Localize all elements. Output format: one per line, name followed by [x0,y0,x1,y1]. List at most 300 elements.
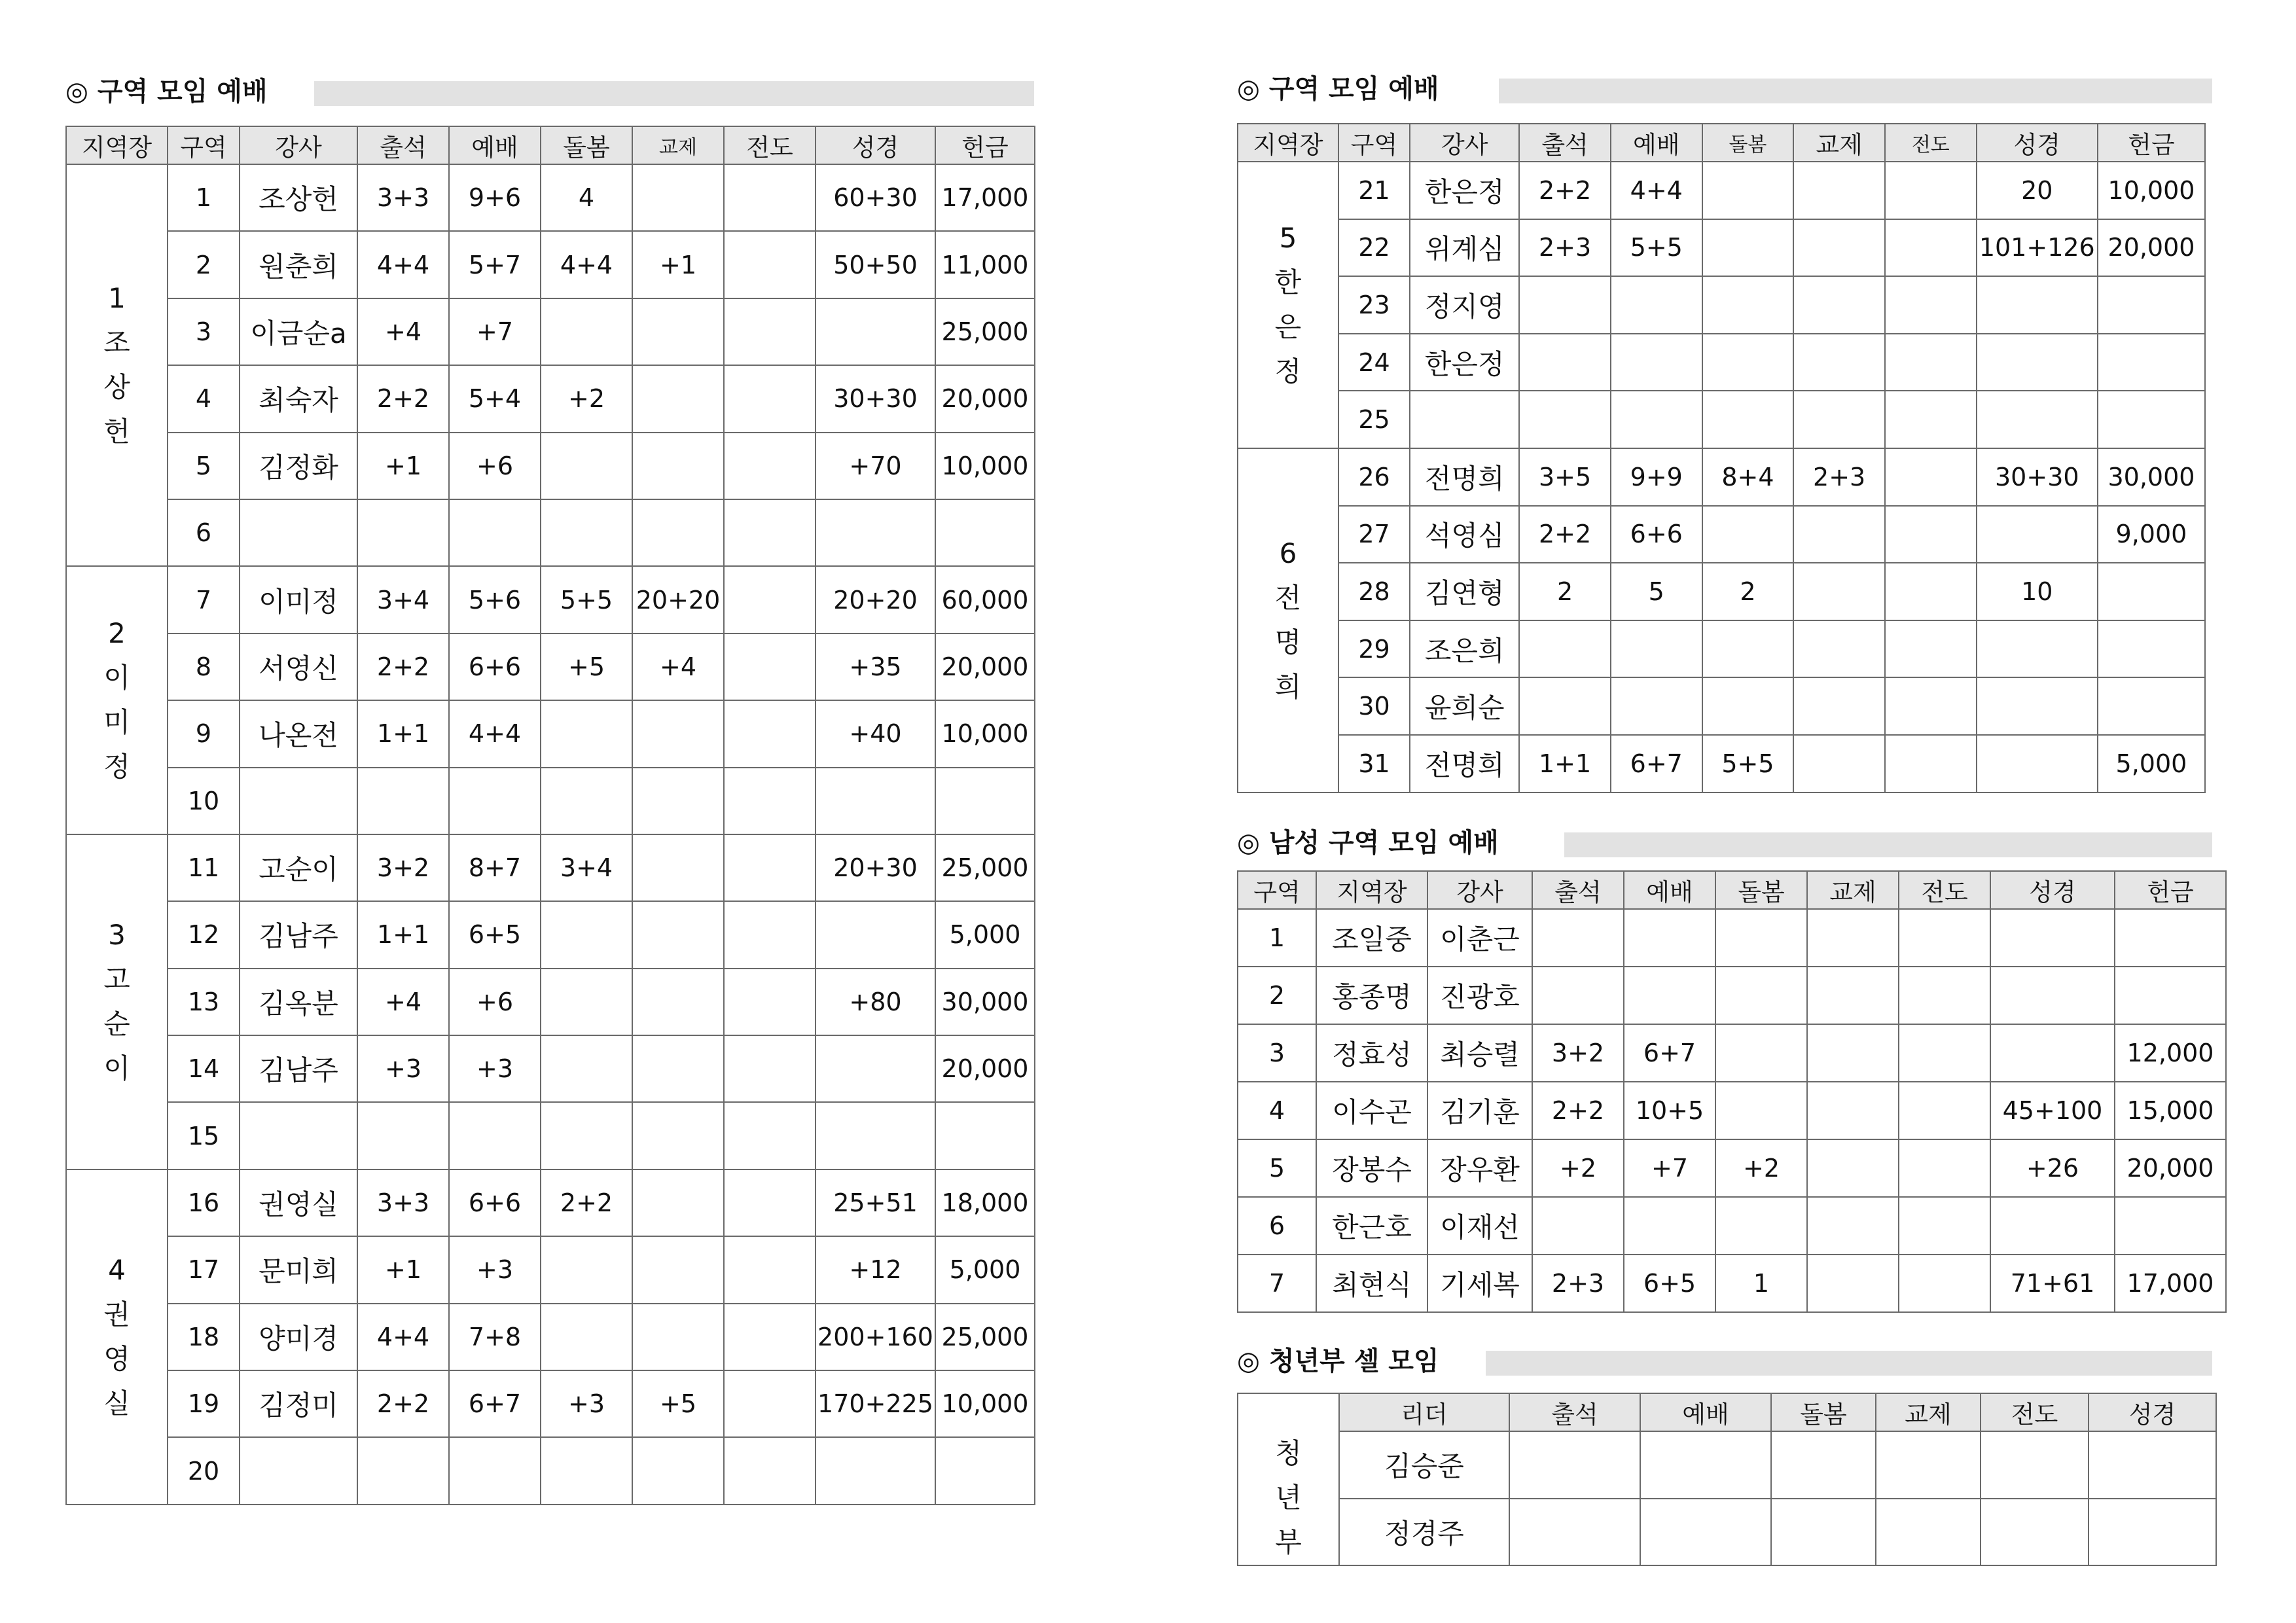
fellowship-value [632,1437,724,1504]
youth-side-header-spacer [1238,1393,1339,1431]
evangelism-value [1899,1197,1990,1255]
evangelism-value [724,164,816,231]
evangelism-value [1885,219,1977,277]
fellowship-value [1807,967,1899,1024]
worship-value [1624,1197,1715,1255]
worship-value: 6+6 [449,1169,541,1236]
fellowship-value [1793,677,1885,735]
worship-value [449,1102,541,1169]
district-number: 22 [1338,219,1410,277]
district-number: 7 [1238,1255,1316,1312]
table-row [66,365,1035,432]
table-row [66,1370,1035,1437]
speaker-name: 김남주 [240,1035,357,1102]
speaker-name: 한은정 [1410,334,1519,391]
district-number: 5 [168,433,240,499]
district-number: 18 [168,1304,240,1370]
speaker-name: 진광호 [1427,967,1532,1024]
table-row [1238,1431,2216,1499]
attendance-value: 2+2 [357,1370,449,1437]
worship-value: 4+4 [1611,162,1702,219]
worship-value: 9+9 [1611,448,1702,506]
column-header: 전도 [1981,1393,2089,1431]
fellowship-value [632,1304,724,1370]
care-value: +5 [541,633,632,700]
right-top-section [1237,69,2219,793]
column-header: 지역장 [1238,124,1338,162]
youth-value [1640,1499,1771,1566]
care-value: +3 [541,1370,632,1437]
evangelism-value [724,700,816,767]
region-leader-name: 한근호 [1316,1197,1427,1255]
region-leader-char: 5 [1279,221,1297,254]
table-row [66,298,1035,365]
fellowship-value [632,901,724,968]
column-header: 돌봄 [1702,124,1794,162]
worship-value: +7 [1624,1139,1715,1197]
table-row [1238,1197,2226,1255]
fellowship-value [1807,1197,1899,1255]
speaker-name [240,768,357,834]
bible-value [1977,677,2098,735]
care-value [1715,909,1807,967]
region-leader-cell [1238,162,1338,448]
evangelism-value [724,901,816,968]
region-leader-cell [66,566,168,834]
worship-value [1624,967,1715,1024]
evangelism-value [1885,276,1977,334]
table-row [1238,735,2205,793]
fellowship-value: 2+3 [1793,448,1885,506]
bible-value [1990,1197,2115,1255]
right-top-section-header [1237,69,2219,109]
table-row [1238,1499,2216,1566]
title-bar [1564,832,2212,857]
evangelism-value [1885,563,1977,620]
attendance-value: 1+1 [1519,735,1611,793]
attendance-value [1519,276,1611,334]
care-value [541,433,632,499]
speaker-name: 김기훈 [1427,1082,1532,1139]
care-value [1715,967,1807,1024]
bible-value: 10 [1977,563,2098,620]
care-value [541,1035,632,1102]
column-header: 교제 [1793,124,1885,162]
youth-value [1640,1431,1771,1499]
care-value [541,901,632,968]
youth-attendance-table [1237,1393,2217,1566]
attendance-value [357,1437,449,1504]
worship-value: 6+5 [1624,1255,1715,1312]
evangelism-value [724,566,816,633]
speaker-name [240,1102,357,1169]
bible-value: 101+126 [1977,219,2098,277]
region-leader-name: 이수곤 [1316,1082,1427,1139]
offering-value: 15,000 [2115,1082,2226,1139]
table-row [66,1236,1035,1303]
column-header: 돌봄 [541,126,632,164]
youth-value [1876,1431,1981,1499]
region-leader-char: 이 [103,1052,130,1084]
youth-value [1981,1499,2089,1566]
offering-value [935,768,1035,834]
district-number: 25 [1338,391,1410,448]
youth-section-header [1237,1342,2219,1381]
evangelism-value [724,969,816,1035]
district-number: 6 [1238,1197,1316,1255]
worship-value: 5 [1611,563,1702,620]
column-header: 예배 [1611,124,1702,162]
region-leader-char: 이 [103,662,130,694]
evangelism-value [724,433,816,499]
fellowship-value [632,298,724,365]
bible-value [1977,506,2098,563]
care-value [541,1437,632,1504]
table-row [66,1169,1035,1236]
worship-value: 8+7 [449,834,541,901]
attendance-value: 3+2 [357,834,449,901]
youth-side-label [1238,1431,1339,1565]
fellowship-value [1793,563,1885,620]
youth-side-char: 부 [1275,1526,1302,1558]
table-row [1238,219,2205,277]
worship-value: 6+5 [449,901,541,968]
attendance-value: +4 [357,969,449,1035]
district-number: 17 [168,1236,240,1303]
offering-value: 10,000 [935,700,1035,767]
bible-value [1977,276,2098,334]
offering-value: 20,000 [935,1035,1035,1102]
youth-value [1876,1499,1981,1566]
men-attendance-table [1237,870,2227,1313]
care-value: 2 [1702,563,1794,620]
region-leader-cell [66,164,168,566]
speaker-name: 김연형 [1410,563,1519,620]
fellowship-value [1793,219,1885,277]
speaker-name [240,499,357,566]
offering-value: 11,000 [935,231,1035,298]
table-row [1238,506,2205,563]
column-header: 전도 [1885,124,1977,162]
bible-value [1990,967,2115,1024]
care-value: 8+4 [1702,448,1794,506]
worship-value [449,499,541,566]
offering-value: 20,000 [2115,1139,2226,1197]
fellowship-value [1793,506,1885,563]
fellowship-value [632,499,724,566]
district-number: 16 [168,1169,240,1236]
men-section [1237,823,2219,1313]
worship-value: 5+6 [449,566,541,633]
speaker-name: 기세복 [1427,1255,1532,1312]
fellowship-value [632,365,724,432]
table-header-row [1238,124,2205,162]
worship-value: 4+4 [449,700,541,767]
evangelism-value [1885,677,1977,735]
district-number: 20 [168,1437,240,1504]
table-row [66,1035,1035,1102]
region-leader-char: 조 [103,327,130,359]
bible-value [816,1437,935,1504]
column-header: 구역 [1238,871,1316,909]
column-header: 교제 [632,126,724,164]
offering-value [2098,276,2205,334]
youth-section-title: ◎ 청년부 셀 모임 [1237,1342,1452,1381]
offering-value [935,1102,1035,1169]
district-number: 27 [1338,506,1410,563]
region-leader-char: 4 [108,1253,126,1286]
fellowship-value [632,1236,724,1303]
offering-value: 25,000 [935,1304,1035,1370]
region-leader-char: 1 [108,282,126,315]
care-value: 5+5 [541,566,632,633]
table-row [1238,1082,2226,1139]
offering-value: 20,000 [935,365,1035,432]
fellowship-value [632,1035,724,1102]
leader-name: 정경주 [1339,1499,1509,1566]
attendance-value: 2+2 [357,633,449,700]
column-header: 성경 [1977,124,2098,162]
speaker-name: 정지영 [1410,276,1519,334]
evangelism-value [724,1236,816,1303]
region-leader-char: 실 [103,1387,130,1419]
bible-value [816,298,935,365]
speaker-name: 이미정 [240,566,357,633]
offering-value: 20,000 [935,633,1035,700]
speaker-name: 나온전 [240,700,357,767]
bible-value [816,1035,935,1102]
care-value [1715,1197,1807,1255]
care-value: 2+2 [541,1169,632,1236]
district-number: 5 [1238,1139,1316,1197]
youth-value [1771,1499,1876,1566]
attendance-value [1519,391,1611,448]
region-leader-name: 최현식 [1316,1255,1427,1312]
evangelism-value [724,1102,816,1169]
table-row [1238,1024,2226,1082]
attendance-value [1519,620,1611,678]
evangelism-value [724,633,816,700]
attendance-value [1532,909,1624,967]
worship-value [1624,909,1715,967]
table-row [1238,391,2205,448]
evangelism-value [724,1169,816,1236]
fellowship-value: 20+20 [632,566,724,633]
care-value: 4 [541,164,632,231]
region-leader-char: 미 [103,706,130,739]
column-header: 예배 [449,126,541,164]
region-leader-name: 장봉수 [1316,1139,1427,1197]
offering-value: 60,000 [935,566,1035,633]
bible-value [1977,391,2098,448]
attendance-value: 3+3 [357,164,449,231]
offering-value: 25,000 [935,834,1035,901]
fellowship-value [632,768,724,834]
attendance-value: 2+2 [1519,506,1611,563]
bible-value [1990,909,2115,967]
table-row [66,1304,1035,1370]
bible-value [816,499,935,566]
worship-value: 6+7 [1624,1024,1715,1082]
fellowship-value [1807,909,1899,967]
youth-side-char: 년 [1275,1482,1302,1514]
offering-value [935,499,1035,566]
column-header: 헌금 [935,126,1035,164]
bible-value [1990,1024,2115,1082]
evangelism-value [724,1035,816,1102]
attendance-value: 3+2 [1532,1024,1624,1082]
fellowship-value [1793,334,1885,391]
attendance-value [1519,334,1611,391]
attendance-value: 1+1 [357,700,449,767]
care-value [541,1102,632,1169]
region-leader-name: 홍종명 [1316,967,1427,1024]
offering-value: 5,000 [2098,735,2205,793]
table-row [1238,1139,2226,1197]
care-value: +2 [1715,1139,1807,1197]
region-leader-char: 권 [103,1298,130,1330]
speaker-name: 이재선 [1427,1197,1532,1255]
region-leader-char: 순 [103,1007,130,1040]
evangelism-value [1899,1139,1990,1197]
worship-value [1611,391,1702,448]
bible-value [1977,334,2098,391]
district-number: 24 [1338,334,1410,391]
district-number: 26 [1338,448,1410,506]
region-leader-char: 전 [1274,581,1302,614]
speaker-name [1410,391,1519,448]
care-value [1715,1024,1807,1082]
column-header: 예배 [1640,1393,1771,1431]
offering-value: 10,000 [935,1370,1035,1437]
care-value [541,499,632,566]
evangelism-value [724,1437,816,1504]
attendance-value: 3+3 [357,1169,449,1236]
bible-value: 60+30 [816,164,935,231]
care-value: 5+5 [1702,735,1794,793]
district-number: 4 [168,365,240,432]
men-section-title: ◎ 남성 구역 모임 예배 [1237,823,1512,863]
fellowship-value [632,700,724,767]
offering-value: 20,000 [2098,219,2205,277]
worship-value [1611,276,1702,334]
district-number: 14 [168,1035,240,1102]
care-value [1702,620,1794,678]
left-attendance-table [65,126,1035,1505]
speaker-name: 위계심 [1410,219,1519,277]
evangelism-value [1885,506,1977,563]
column-header: 강사 [1427,871,1532,909]
bible-value [1977,620,2098,678]
left-section [65,72,1034,1505]
district-number: 10 [168,768,240,834]
table-row [66,433,1035,499]
district-number: 29 [1338,620,1410,678]
speaker-name: 윤희순 [1410,677,1519,735]
attendance-value: 3+5 [1519,448,1611,506]
fellowship-value: +4 [632,633,724,700]
table-row [66,700,1035,767]
fellowship-value [632,834,724,901]
bible-value: 30+30 [816,365,935,432]
bible-value [816,1102,935,1169]
bible-value [1977,735,2098,793]
worship-value: 6+6 [1611,506,1702,563]
offering-value: 5,000 [935,1236,1035,1303]
offering-value: 10,000 [935,433,1035,499]
district-number: 3 [1238,1024,1316,1082]
district-number: 30 [1338,677,1410,735]
table-row [1238,1255,2226,1312]
circle-mark-icon: ◎ [1237,828,1260,858]
evangelism-value [1899,909,1990,967]
bible-value: 20+20 [816,566,935,633]
district-number: 8 [168,633,240,700]
speaker-name: 최숙자 [240,365,357,432]
district-number: 6 [168,499,240,566]
region-leader-cell [66,1169,168,1505]
column-header: 출석 [1519,124,1611,162]
column-header: 구역 [1338,124,1410,162]
region-leader-char: 3 [108,918,126,951]
district-number: 2 [168,231,240,298]
fellowship-value [1807,1024,1899,1082]
worship-value: +3 [449,1236,541,1303]
table-row [1238,677,2205,735]
worship-value: 10+5 [1624,1082,1715,1139]
table-row [66,901,1035,968]
bible-value: 20+30 [816,834,935,901]
table-header-row [66,126,1035,164]
worship-value [1611,334,1702,391]
offering-value [2098,563,2205,620]
care-value: 3+4 [541,834,632,901]
youth-side-char: 청 [1275,1437,1302,1469]
fellowship-value [632,433,724,499]
bible-value: +70 [816,433,935,499]
district-number: 7 [168,566,240,633]
region-leader-char: 한 [1274,266,1302,298]
region-leader-cell [1238,448,1338,793]
attendance-value: 2+2 [1532,1082,1624,1139]
bible-value: 45+100 [1990,1082,2115,1139]
district-number: 4 [1238,1082,1316,1139]
evangelism-value [724,1370,816,1437]
offering-value [2098,334,2205,391]
title-bar [314,81,1034,106]
speaker-name: 김남주 [240,901,357,968]
column-header: 지역장 [1316,871,1427,909]
bible-value: 20 [1977,162,2098,219]
bible-value [816,768,935,834]
speaker-name [240,1437,357,1504]
evangelism-value [1885,735,1977,793]
evangelism-value [724,365,816,432]
right-top-section-title: ◎ 구역 모임 예배 [1237,69,1452,109]
attendance-value [357,768,449,834]
fellowship-value [1793,735,1885,793]
table-row [1238,334,2205,391]
column-header: 리더 [1339,1393,1509,1431]
worship-value: +7 [449,298,541,365]
worship-value: +3 [449,1035,541,1102]
fellowship-value [1793,276,1885,334]
evangelism-value [1885,620,1977,678]
attendance-value [1532,1197,1624,1255]
fellowship-value [1807,1255,1899,1312]
column-header: 예배 [1624,871,1715,909]
fellowship-value [1793,620,1885,678]
